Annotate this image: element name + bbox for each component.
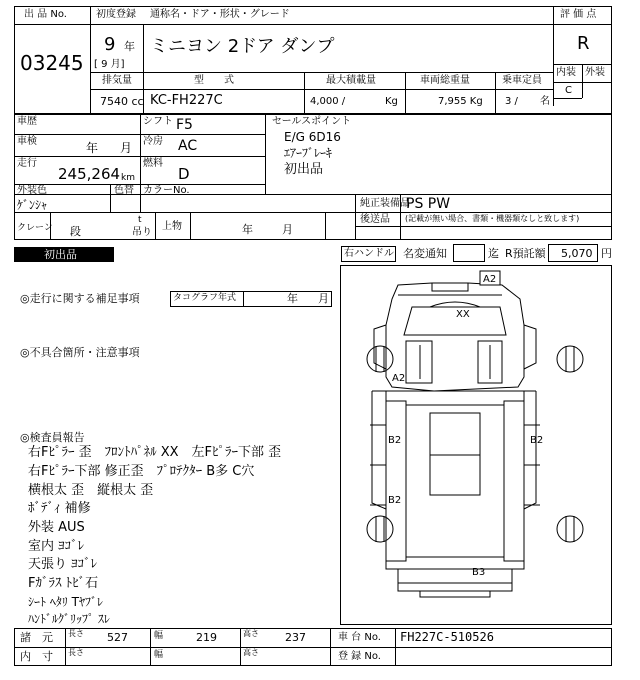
car-name: ミニヨン 2ドア ダンプ (150, 36, 335, 57)
interior-label: 内装 (556, 67, 576, 78)
height-label: 高さ (243, 648, 259, 657)
first-listing-badge: 初出品 (14, 247, 114, 262)
maxload-value: 4,000 / (310, 96, 346, 107)
width-label: 幅 (154, 650, 164, 660)
fuel-value: D (178, 165, 190, 183)
inspector-line: 室内 ﾖｺﾞﾚ (28, 539, 85, 554)
maxload-unit: Kg (385, 96, 398, 107)
chassis-value: FH227C-510526 (400, 630, 494, 644)
crane-stage: 段 (70, 225, 81, 238)
upper-label: 上物 (162, 221, 182, 232)
deadline-label: 迄 (488, 247, 499, 260)
reg-year-unit: 年 (124, 40, 135, 53)
sales-line: E/G 6D16 (284, 130, 341, 144)
defects-label: ◎不具合箇所・注意事項 (20, 346, 140, 359)
height-label: 高さ (243, 629, 259, 638)
color-no-label: カラーNo. (143, 185, 190, 196)
recycle-label: R預託額 (505, 247, 546, 260)
aftermarket-label: 後送品 (360, 214, 390, 225)
inspector-line: 外装 AUS (28, 520, 85, 535)
first-reg-label: 初度登録 (96, 9, 136, 20)
name-change-label: 名変通知 (403, 247, 447, 260)
dims-label: 諸 元 (20, 631, 53, 644)
upper-year: 年 (242, 223, 253, 236)
tacho-year: 年 (287, 292, 298, 305)
height-value: 237 (285, 631, 306, 644)
crane-hang: 吊り (132, 227, 152, 238)
aftermarket-note: (記載が無い場合、書類・機器類なしと致します) (405, 214, 580, 223)
sales-line: 初出品 (284, 162, 324, 177)
right-handle-label: 右ハンドル (344, 248, 394, 259)
inspector-line: ﾊﾝﾄﾞﾙｸﾞﾘｯﾌﾟ ｽﾚ (28, 612, 110, 626)
running-label: ◎走行に関する補足事項 (20, 292, 140, 305)
damage-mark: B2 (388, 495, 402, 506)
displacement: 7540 cc (100, 95, 144, 108)
reg-year: 9 (104, 34, 116, 55)
inspection-label: 車検 (17, 136, 37, 147)
damage-mark: XX (456, 309, 470, 320)
capacity-value: 3 / (505, 96, 518, 107)
crane-ton: t (138, 215, 142, 225)
inspection-year: 年 (86, 141, 99, 155)
exterior-label: 外装 (585, 67, 605, 78)
upper-month: 月 (282, 223, 293, 236)
fuel-label: 燃料 (143, 158, 163, 169)
tacho-month: 月 (318, 292, 329, 305)
genuine-label: 純正装備品 (360, 198, 410, 209)
damage-mark: B3 (472, 567, 486, 578)
damage-mark: A2 (392, 373, 406, 384)
yen-label: 円 (601, 247, 612, 260)
recycle-amount: 5,070 (561, 247, 593, 260)
inspector-line: 天張り ﾖｺﾞﾚ (28, 557, 98, 572)
color-value: ｹﾞﾝｼｬ (17, 198, 48, 212)
damage-mark: A2 (483, 274, 497, 285)
interior-dims-label: 内 寸 (20, 650, 53, 663)
shift-value: F5 (176, 117, 193, 133)
model-label: 型 式 (194, 75, 234, 86)
model-value: KC-FH227C (150, 93, 223, 108)
damage-mark: B2 (530, 435, 544, 446)
tachograph-label: タコグラフ年式 (173, 293, 237, 303)
interior-grade: C (565, 85, 572, 96)
sales-line: ｴｱｰﾌﾞﾚｰｷ (284, 146, 333, 160)
inspector-line: 横根太 歪 縦根太 歪 (28, 483, 154, 498)
inspection-month: 月 (120, 141, 133, 155)
length-label: 長さ (68, 629, 84, 638)
reg-month: [ 9 月] (94, 59, 125, 70)
color-label: 外装色 (17, 185, 47, 196)
capacity-label: 乗車定員 (502, 75, 542, 86)
length-label: 長さ (68, 648, 84, 657)
chassis-label: 車 台 No. (338, 632, 381, 643)
length-value: 527 (107, 631, 128, 644)
damage-mark: B2 (388, 435, 402, 446)
name-change-box (453, 244, 485, 262)
lot-number: 03245 (20, 51, 84, 75)
history-label: 車歴 (17, 116, 37, 127)
crane-label: クレーン (17, 223, 53, 233)
inspector-label: ◎検査員報告 (20, 431, 85, 444)
width-value: 219 (196, 631, 217, 644)
inspector-line: Fｶﾞﾗｽ ﾄﾋﾞ石 (28, 576, 99, 591)
sales-label: セールスポイント (272, 116, 352, 127)
inspector-line: 右Fﾋﾟﾗｰ下部 修正歪 ﾌﾟﾛﾃｸﾀｰ B多 C穴 (28, 464, 255, 479)
rating-label: 評 価 点 (560, 9, 597, 20)
inspector-line: 右Fﾋﾟﾗｰ 歪 ﾌﾛﾝﾄﾊﾟﾈﾙ XX 左Fﾋﾟﾗｰ下部 歪 (28, 445, 282, 460)
gvw-label: 車両総重量 (420, 75, 470, 86)
width-label: 幅 (154, 631, 164, 641)
ac-label: 冷房 (143, 136, 163, 147)
rating-value: R (577, 33, 590, 54)
capacity-unit: 名 (540, 96, 550, 107)
truck-diagram (340, 265, 612, 625)
inspector-line: ｼｰﾄ ﾍﾀﾘ Tﾔﾌﾞﾚ (28, 595, 103, 609)
inspector-line: ﾎﾞﾃﾞｨ 補修 (28, 501, 91, 516)
mileage-label: 走行 (17, 158, 37, 169)
shift-label: シフト (143, 116, 173, 127)
ac-value: AC (178, 138, 198, 154)
name-label: 通称名・ドア・形状・グレード (150, 9, 290, 20)
lot-label: 出 品 No. (24, 9, 67, 20)
displacement-label: 排気量 (102, 75, 132, 86)
gvw-value: 7,955 Kg (438, 96, 483, 107)
mileage-value: 245,264 (58, 165, 121, 183)
maxload-label: 最大積載量 (326, 75, 376, 86)
mileage-unit: km (121, 173, 135, 183)
reg-no-label: 登 録 No. (338, 651, 381, 662)
genuine-value: PS PW (406, 196, 451, 212)
color-code-label: 色替 (114, 185, 134, 196)
